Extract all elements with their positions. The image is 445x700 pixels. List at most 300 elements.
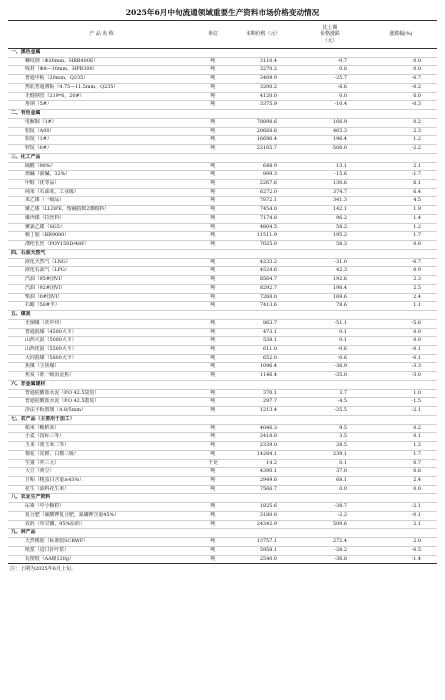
change-percent-cell: 6.1 [365, 180, 437, 189]
change-percent-cell: -0.2 [365, 83, 437, 92]
price-cell: 7566.7 [231, 485, 295, 494]
change-percent-cell: -0.1 [365, 345, 437, 354]
category-row [8, 494, 437, 503]
change-percent-cell: 2.1 [365, 162, 437, 171]
price-change-cell: 272.4 [295, 538, 365, 547]
price-cell: 538.1 [231, 337, 295, 346]
change-percent-cell: 0.2 [365, 118, 437, 127]
unit-cell: 吨 [195, 180, 231, 189]
table-row [8, 101, 437, 110]
unit-cell: 吨 [195, 450, 231, 459]
unit-cell: 吨 [195, 363, 231, 372]
price-change-cell: -2.2 [295, 511, 365, 520]
price-cell: 7413.6 [231, 302, 295, 311]
unit-cell: 吨 [195, 136, 231, 145]
product-name: 无缝钢管（219*6，20#） [8, 92, 195, 101]
change-percent-cell: 2.3 [365, 276, 437, 285]
price-change-cell: 58.2 [295, 223, 365, 232]
header-price-change [295, 21, 365, 49]
table-row [8, 319, 437, 328]
change-percent-cell: 0.1 [365, 433, 437, 442]
table-row [8, 433, 437, 442]
unit-cell: 吨 [195, 267, 231, 276]
unit-cell: 吨 [195, 284, 231, 293]
unit-cell: 吨 [195, 171, 231, 180]
unit-cell: 吨 [195, 538, 231, 547]
unit-cell: 吨 [195, 223, 231, 232]
price-cell: 4390.1 [231, 468, 295, 477]
product-name: 普通混煤（4500大卡） [8, 328, 195, 337]
change-percent-cell: -0.1 [365, 354, 437, 363]
product-name: 聚丙烯（拉丝料） [8, 214, 195, 223]
unit-cell: 吨 [195, 319, 231, 328]
unit-cell: 吨 [195, 302, 231, 311]
unit-cell: 吨 [195, 476, 231, 485]
price-cell: 6272.0 [231, 188, 295, 197]
unit-cell: 吨 [195, 197, 231, 206]
unit-cell: 吨 [195, 214, 231, 223]
price-cell: 2418.8 [231, 433, 295, 442]
price-cell: 11511.9 [231, 232, 295, 241]
product-name: 涤纶长丝（POY150D/48F） [8, 241, 195, 250]
unit-cell: 吨 [195, 555, 231, 564]
change-percent-cell: -1.7 [365, 171, 437, 180]
table-row [8, 450, 437, 459]
change-percent-cell: -0.7 [365, 75, 437, 84]
header-price-change-line1: 比上期 [322, 24, 338, 31]
price-cell: 2949.6 [231, 476, 295, 485]
unit-cell: 吨 [195, 241, 231, 250]
table-row [8, 442, 437, 451]
price-change-cell: -31.0 [295, 258, 365, 267]
unit-cell: 吨 [195, 372, 231, 381]
product-name: 角钢（5#） [8, 101, 195, 110]
price-change-cell: 130.6 [295, 180, 365, 189]
change-percent-cell: 2.3 [365, 127, 437, 136]
change-percent-cell: 1.4 [365, 214, 437, 223]
change-percent-cell: 2.1 [365, 520, 437, 529]
price-cell: 1096.4 [231, 363, 295, 372]
product-name: 复合肥（硫酸钾复合肥，氮磷钾含量45%） [8, 511, 195, 520]
price-change-cell: 195.2 [295, 232, 365, 241]
unit-cell: 吨 [195, 66, 231, 75]
price-cell: 3375.9 [231, 101, 295, 110]
price-change-cell: 58.3 [295, 241, 365, 250]
header-price: 本期价格（元） [231, 21, 295, 49]
price-change-cell: 0.0 [295, 92, 365, 101]
product-name: 硫酸（98%） [8, 162, 195, 171]
unit-cell: 吨 [195, 57, 231, 66]
table-row [8, 468, 437, 477]
table-row [8, 232, 437, 241]
price-change-cell: -25.5 [295, 407, 365, 416]
price-change-cell: -0.6 [295, 345, 365, 354]
unit-cell: 吨 [195, 328, 231, 337]
table-row [8, 389, 437, 398]
table-row [8, 83, 437, 92]
table-row [8, 476, 437, 485]
price-cell: 652.0 [231, 354, 295, 363]
table-row [8, 485, 437, 494]
price-cell: 7025.0 [231, 241, 295, 250]
product-name: 苯乙烯（一级品） [8, 197, 195, 206]
table-row [8, 145, 437, 154]
product-name: 普通硅酸盐水泥（P.O 42.5袋装） [8, 389, 195, 398]
table-row [8, 546, 437, 555]
table-row [8, 363, 437, 372]
table-row [8, 328, 437, 337]
unit-cell: 吨 [195, 145, 231, 154]
price-change-cell: 78.6 [295, 302, 365, 311]
price-cell: 473.1 [231, 328, 295, 337]
product-name: 聚氯乙烯（SG5） [8, 223, 195, 232]
price-change-cell: 198.4 [295, 284, 365, 293]
category-name: 九、林产品 [8, 529, 437, 538]
unit-cell: 吨 [195, 345, 231, 354]
change-percent-cell: -0.5 [365, 546, 437, 555]
price-cell: 22165.7 [231, 145, 295, 154]
table-row [8, 127, 437, 136]
unit-cell: 吨 [195, 337, 231, 346]
change-percent-cell: 1.1 [365, 302, 437, 311]
unit-cell: 吨 [195, 354, 231, 363]
change-percent-cell: 1.0 [365, 389, 437, 398]
change-percent-cell: -1.5 [365, 398, 437, 407]
product-name: 小麦（国标三等） [8, 433, 195, 442]
change-percent-cell: -2.1 [365, 503, 437, 512]
change-percent-cell: 0.8 [365, 468, 437, 477]
change-percent-cell: 2.4 [365, 476, 437, 485]
header-change-percent: 涨跌幅(%) [365, 21, 437, 49]
price-cell: 1213.4 [231, 407, 295, 416]
price-cell: 2339.0 [231, 442, 295, 451]
table-row [8, 258, 437, 267]
product-name: 无烟煤（洗中块） [8, 319, 195, 328]
category-row [8, 529, 437, 538]
price-change-cell: 3.7 [295, 389, 365, 398]
change-percent-cell: 4.5 [365, 197, 437, 206]
price-change-cell: 0.8 [295, 66, 365, 75]
price-cell: 863.7 [231, 319, 295, 328]
price-change-cell: -0.7 [295, 57, 365, 66]
product-name: 焦煤（主焦煤） [8, 363, 195, 372]
report-title: 2025年6月中旬流通领域重要生产资料市场价格变动情况 [125, 8, 320, 17]
table-row [8, 92, 437, 101]
price-cell: 7454.0 [231, 206, 295, 215]
price-cell: 3409.9 [231, 75, 295, 84]
header-product-name: 产 品 名 称 [8, 21, 195, 49]
table-row [8, 118, 437, 127]
price-cell: 3200.2 [231, 83, 295, 92]
unit-cell: 吨 [195, 407, 231, 416]
change-percent-cell: 2.5 [365, 284, 437, 293]
product-name: 线材（Φ8—10mm，HPB300） [8, 66, 195, 75]
price-table [8, 20, 437, 564]
category-name: 二、有色金属 [8, 110, 437, 119]
unit-cell: 千克 [195, 459, 231, 468]
price-cell: 16696.4 [231, 136, 295, 145]
product-name: 农药（草甘膦，95%原药） [8, 520, 195, 529]
table-row [8, 180, 437, 189]
price-cell: 1825.6 [231, 503, 295, 512]
price-cell: 370.1 [231, 389, 295, 398]
product-name: 甲醇（优等品） [8, 180, 195, 189]
unit-cell: 吨 [195, 293, 231, 302]
price-change-cell: -0.6 [295, 354, 365, 363]
category-row [8, 49, 437, 58]
change-percent-cell: 0.9 [365, 267, 437, 276]
price-cell: 4046.3 [231, 424, 295, 433]
price-change-cell: -15.6 [295, 171, 365, 180]
price-change-cell: 9.5 [295, 424, 365, 433]
price-change-cell: 0.1 [295, 459, 365, 468]
product-name: 棉花（皮棉，白棉三级） [8, 450, 195, 459]
unit-cell: 吨 [195, 389, 231, 398]
change-percent-cell: 0.0 [365, 92, 437, 101]
table-row [8, 223, 437, 232]
price-change-cell: 3.5 [295, 433, 365, 442]
change-percent-cell: 0.0 [365, 66, 437, 75]
table-row [8, 511, 437, 520]
unit-cell: 吨 [195, 433, 231, 442]
footnote: 注：上期为2025年6月上旬。 [10, 566, 76, 573]
change-percent-cell: -3.0 [365, 372, 437, 381]
category-row [8, 110, 437, 119]
price-change-cell: -35.0 [295, 372, 365, 381]
unit-cell: 吨 [195, 442, 231, 451]
table-row [8, 284, 437, 293]
unit-cell: 吨 [195, 206, 231, 215]
product-name: 铅锭（1#） [8, 136, 195, 145]
change-percent-cell: -0.7 [365, 258, 437, 267]
price-cell: 648.9 [231, 162, 295, 171]
change-percent-cell: 6.4 [365, 188, 437, 197]
product-name: 汽油（92#国VI） [8, 284, 195, 293]
category-row [8, 311, 437, 320]
table-body [8, 49, 437, 564]
table-row [8, 555, 437, 564]
change-percent-cell: 1.2 [365, 442, 437, 451]
product-name: 稻米（粳稻米） [8, 424, 195, 433]
price-cell: 13757.1 [231, 538, 295, 547]
table-row [8, 267, 437, 276]
change-percent-cell: 2.4 [365, 293, 437, 302]
price-change-cell: 13.1 [295, 162, 365, 171]
price-cell: 78898.6 [231, 118, 295, 127]
price-change-cell: -25.7 [295, 75, 365, 84]
unit-cell: 吨 [195, 83, 231, 92]
unit-cell: 吨 [195, 258, 231, 267]
price-cell: 3180.8 [231, 511, 295, 520]
table-row [8, 214, 437, 223]
unit-cell: 吨 [195, 503, 231, 512]
product-name: 豆粕（粗蛋白含量≥43%） [8, 476, 195, 485]
price-change-cell: -6.6 [295, 83, 365, 92]
price-cell: 1146.4 [231, 372, 295, 381]
table-row [8, 206, 437, 215]
product-name: 普通中板（20mm，Q235） [8, 75, 195, 84]
table-row [8, 503, 437, 512]
product-name: 大同混煤（5800大卡） [8, 354, 195, 363]
product-name: 铝锭（A00） [8, 127, 195, 136]
change-percent-cell: -1.4 [365, 555, 437, 564]
price-cell: 14284.1 [231, 450, 295, 459]
category-name: 七、农产品（主要用于加工） [8, 415, 437, 424]
price-change-cell: 96.2 [295, 214, 365, 223]
price-change-cell: 68.1 [295, 476, 365, 485]
unit-cell: 吨 [195, 520, 231, 529]
change-percent-cell: 1.7 [365, 450, 437, 459]
price-change-cell: 0.0 [295, 485, 365, 494]
price-cell: 611.0 [231, 345, 295, 354]
change-percent-cell: -2.2 [365, 145, 437, 154]
change-percent-cell: -5.6 [365, 319, 437, 328]
product-name: 普通硅酸盐水泥（P.O 42.5散装） [8, 398, 195, 407]
price-change-cell: 0.1 [295, 337, 365, 346]
price-cell: 3110.4 [231, 57, 295, 66]
unit-cell: 吨 [195, 101, 231, 110]
table-row [8, 188, 437, 197]
price-change-cell: 37.0 [295, 468, 365, 477]
price-change-cell: 169.6 [295, 293, 365, 302]
table-row [8, 345, 437, 354]
change-percent-cell: 0.0 [365, 57, 437, 66]
price-cell: 4524.6 [231, 267, 295, 276]
change-percent-cell: 1.7 [365, 232, 437, 241]
product-name: 浮法平板玻璃（4.8/5mm） [8, 407, 195, 416]
price-cell: 2540.0 [231, 555, 295, 564]
price-change-cell: -4.5 [295, 398, 365, 407]
header-price-change-line3: （元） [322, 37, 338, 44]
price-cell: 8292.7 [231, 284, 295, 293]
table-row [8, 398, 437, 407]
unit-cell: 吨 [195, 75, 231, 84]
change-percent-cell: 0.2 [365, 424, 437, 433]
table-row [8, 171, 437, 180]
table-row [8, 407, 437, 416]
product-name: 锌锭（0#） [8, 145, 195, 154]
product-name: 大豆（黄豆） [8, 468, 195, 477]
product-name: 顺丁胶（BR9000） [8, 232, 195, 241]
price-change-cell: 239.1 [295, 450, 365, 459]
change-percent-cell: 0.0 [365, 485, 437, 494]
change-percent-cell: -0.3 [365, 101, 437, 110]
category-name: 四、石油天然气 [8, 249, 437, 258]
category-name: 一、黑色金属 [8, 49, 437, 58]
category-row [8, 380, 437, 389]
unit-cell: 吨 [195, 485, 231, 494]
price-cell: 297.7 [231, 398, 295, 407]
price-change-cell: -28.2 [295, 546, 365, 555]
header-unit: 单位 [195, 21, 231, 49]
unit-cell: 吨 [195, 92, 231, 101]
product-name: 石蜡（58#半） [8, 302, 195, 311]
product-name: 瓦楞纸（AA级120g） [8, 555, 195, 564]
price-cell: 14.2 [231, 459, 295, 468]
product-name: 花生（油料花生米） [8, 485, 195, 494]
change-percent-cell: 1.2 [365, 136, 437, 145]
price-change-cell: 509.6 [295, 520, 365, 529]
unit-cell: 吨 [195, 398, 231, 407]
table-row [8, 337, 437, 346]
table-row [8, 354, 437, 363]
product-name: 液化天然气（LNG） [8, 258, 195, 267]
price-cell: 2267.6 [231, 180, 295, 189]
price-change-cell: 341.3 [295, 197, 365, 206]
table-row [8, 293, 437, 302]
change-percent-cell: -2.1 [365, 407, 437, 416]
product-name: 纯苯（石油苯，工业级） [8, 188, 195, 197]
product-name: 汽油（95#国VI） [8, 276, 195, 285]
table-row [8, 66, 437, 75]
price-change-cell: -10.4 [295, 101, 365, 110]
change-percent-cell: 1.9 [365, 206, 437, 215]
unit-cell: 吨 [195, 118, 231, 127]
unit-cell: 吨 [195, 511, 231, 520]
table-row [8, 520, 437, 529]
table-row [8, 302, 437, 311]
unit-cell: 吨 [195, 188, 231, 197]
unit-cell: 吨 [195, 232, 231, 241]
table-row [8, 75, 437, 84]
product-name: 生猪（外三元） [8, 459, 195, 468]
price-change-cell: -36.9 [295, 363, 365, 372]
table-row [8, 197, 437, 206]
product-name: 螺纹钢（Φ20mm，HRB400E） [8, 57, 195, 66]
table-row [8, 241, 437, 250]
category-row [8, 249, 437, 258]
price-change-cell: -38.7 [295, 503, 365, 512]
price-cell: 4120.0 [231, 92, 295, 101]
price-change-cell: 0.1 [295, 328, 365, 337]
price-change-cell: 192.6 [295, 276, 365, 285]
header-price-change-line2: 价格涨跌 [320, 31, 340, 38]
category-name: 三、化工产品 [8, 153, 437, 162]
price-change-cell: 465.3 [295, 127, 365, 136]
product-name: 天然橡胶（标准胶SCRWF） [8, 538, 195, 547]
product-name: 热轧普通薄板（4.75—11.5mm，Q235） [8, 83, 195, 92]
price-change-cell: 166.9 [295, 118, 365, 127]
price-cell: 7872.1 [231, 197, 295, 206]
table-row [8, 372, 437, 381]
table-row [8, 57, 437, 66]
category-row [8, 153, 437, 162]
product-name: 电解铜（1#） [8, 118, 195, 127]
product-name: 聚乙烯（LLDPE，熔融指数2薄膜料） [8, 206, 195, 215]
unit-cell: 吨 [195, 468, 231, 477]
product-name: 山西大混（5000大卡） [8, 337, 195, 346]
change-percent-cell: -0.1 [365, 511, 437, 520]
price-change-cell: 196.4 [295, 136, 365, 145]
category-name: 八、农业生产资料 [8, 494, 437, 503]
table-row [8, 538, 437, 547]
price-change-cell: -36.8 [295, 555, 365, 564]
unit-cell: 吨 [195, 127, 231, 136]
unit-cell: 吨 [195, 162, 231, 171]
price-change-cell: 28.5 [295, 442, 365, 451]
price-cell: 5958.1 [231, 546, 295, 555]
price-cell: 7260.0 [231, 293, 295, 302]
price-change-cell: 374.7 [295, 188, 365, 197]
price-cell: 3270.2 [231, 66, 295, 75]
table-row [8, 424, 437, 433]
product-name: 山西优混（5500大卡） [8, 345, 195, 354]
price-cell: 8564.7 [231, 276, 295, 285]
category-name: 六、非金属建材 [8, 380, 437, 389]
price-cell: 24342.9 [231, 520, 295, 529]
change-percent-cell: 0.0 [365, 328, 437, 337]
unit-cell: 吨 [195, 546, 231, 555]
